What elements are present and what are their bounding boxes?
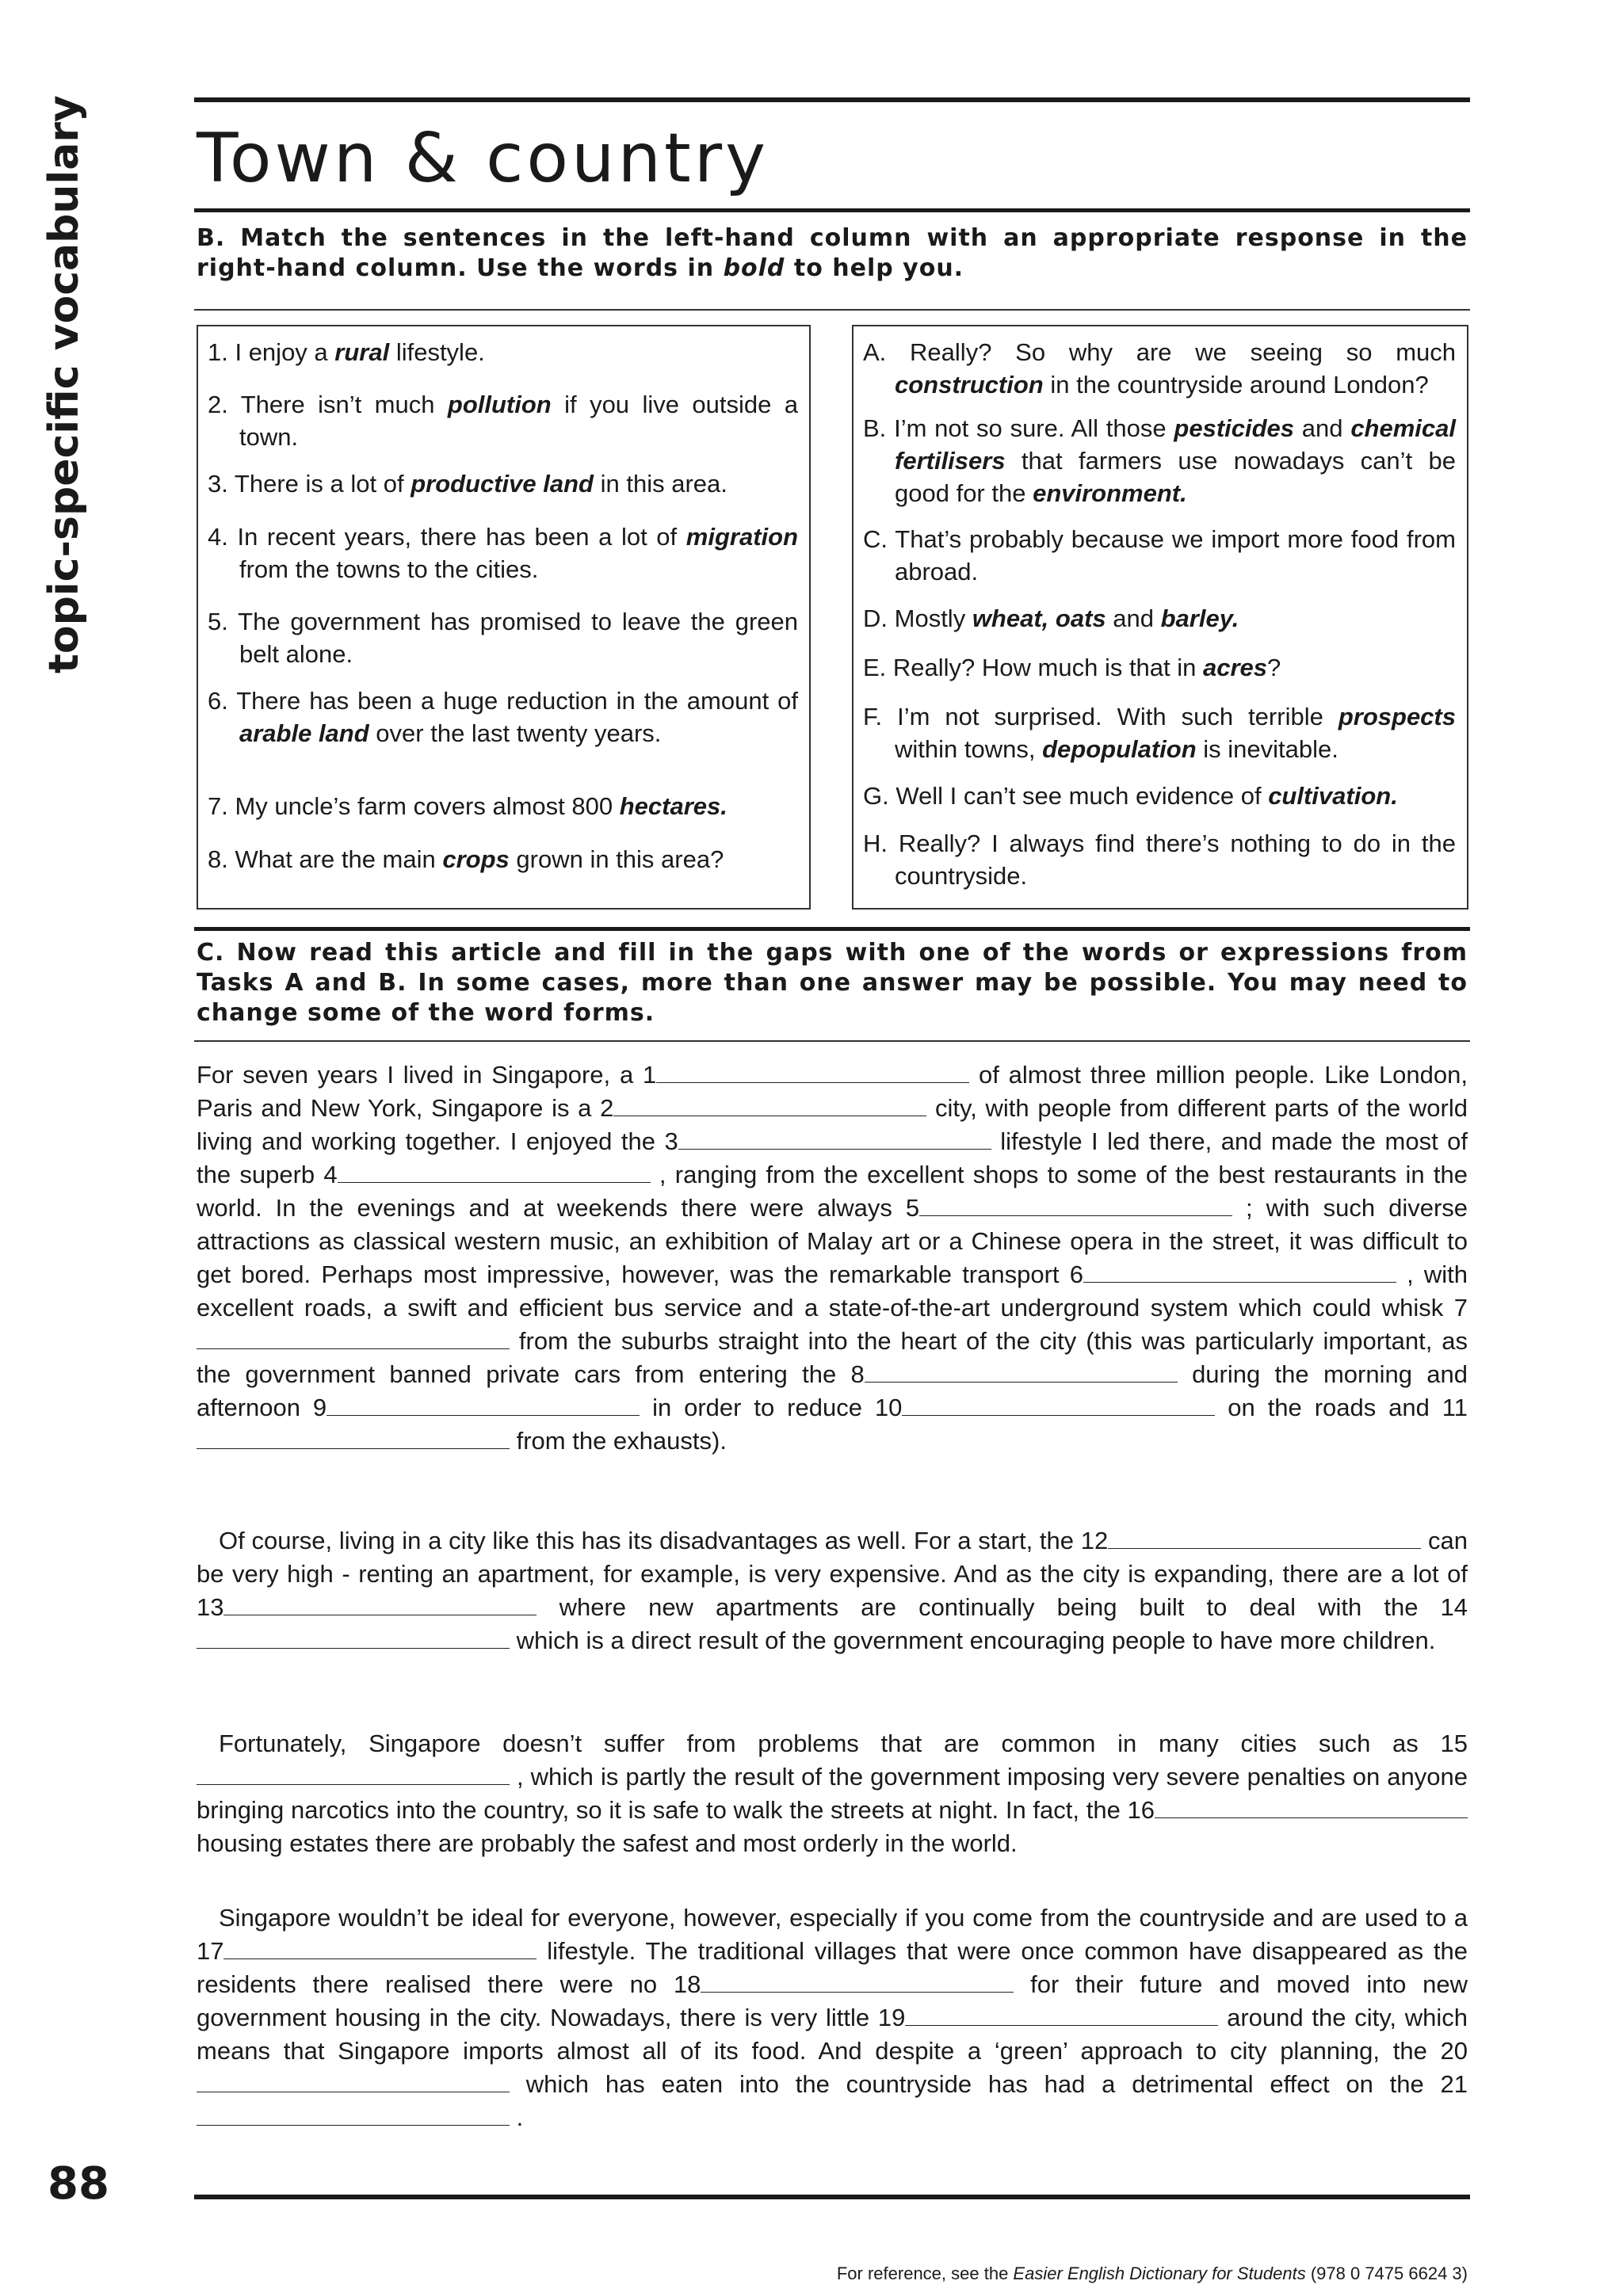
response-text: that farmers use nowadays can’t be good for the xyxy=(895,447,1456,507)
response-keyword: depopulation xyxy=(1042,735,1197,763)
gap-blank-20[interactable] xyxy=(197,2073,510,2092)
article-text: , with excellent roads, a swift and efficient bus service and a state-of-the-art underground system which could whisk 7 xyxy=(197,1261,1468,1322)
response-text: I’m not surprised. With such terrible xyxy=(897,703,1338,730)
article-text: in order to reduce 10 xyxy=(640,1394,903,1421)
response-letter: A. xyxy=(863,338,911,366)
sentence-text: grown in this area? xyxy=(509,845,724,873)
article-paragraph-1 xyxy=(197,1058,1468,1458)
article-text: . xyxy=(510,2103,524,2131)
article-text: city, with people from different parts of the world living and working together. I enjoyed the 3 xyxy=(197,1094,1468,1155)
task-b-instruction: B. Match the sentences in the left-hand column with an appropriate response in the right-hand column. Use the words in bold to help you. xyxy=(197,224,1468,282)
left-sentence-2 xyxy=(198,388,809,453)
response-text: and xyxy=(1294,414,1351,442)
response-text: Mostly xyxy=(894,605,972,632)
sentence-keyword: pollution xyxy=(447,391,552,418)
article-text: around the city, which means that Singapore imports almost all of its food. And despite a ‘green’ approach to city planning, the 20 xyxy=(197,2004,1468,2065)
sentence-text: There isn’t much xyxy=(240,391,448,418)
page-number: 88 xyxy=(48,2158,109,2210)
sentence-keyword: productive land xyxy=(411,470,594,498)
gap-blank-15[interactable] xyxy=(197,1765,510,1785)
sentence-keyword: rural xyxy=(334,338,390,366)
article-text: , which is partly the result of the government imposing very severe penalties on anyone bringing narcotics into the country, so it is safe to walk the streets at night. In fact, the 16 xyxy=(197,1763,1468,1824)
left-sentence-5 xyxy=(198,605,809,670)
response-keyword: cultivation. xyxy=(1268,782,1398,810)
task-b-rule xyxy=(194,309,1470,311)
sentence-keyword: hectares. xyxy=(619,792,727,820)
right-response-d xyxy=(854,602,1467,635)
sentence-text: if you live outside a town. xyxy=(239,391,799,451)
sentence-text: from the towns to the cities. xyxy=(239,555,539,583)
article-text: which is a direct result of the government encouraging people to have more children. xyxy=(510,1627,1436,1654)
article-text: Fortunately, Singapore doesn’t suffer from problems that are common in many cities such as 15 xyxy=(219,1730,1468,1757)
response-text: I’m not so sure. All those xyxy=(894,414,1174,442)
response-keyword: pesticides xyxy=(1174,414,1295,442)
right-column-box xyxy=(852,325,1468,910)
response-letter: E. xyxy=(863,654,893,681)
gap-blank-6[interactable] xyxy=(1083,1263,1396,1283)
response-keyword: acres xyxy=(1203,654,1268,681)
article-text: where new apartments are continually being built to deal with the 14 xyxy=(537,1593,1468,1621)
sentence-text: in this area. xyxy=(594,470,727,498)
page-title: Town & country xyxy=(197,119,769,198)
gap-blank-18[interactable] xyxy=(701,1973,1014,1993)
left-sentence-8 xyxy=(198,843,809,875)
response-keyword: barley. xyxy=(1160,605,1239,632)
left-sentence-4 xyxy=(198,521,809,585)
gap-blank-17[interactable] xyxy=(223,1939,537,1959)
response-letter: B. xyxy=(863,414,895,442)
sentence-number: 3. xyxy=(208,470,235,498)
footer-reference: For reference, see the Easier English Dictionary for Students (978 0 7475 6624 3) xyxy=(836,2264,1468,2283)
sentence-text: The government has promised to leave the green belt alone. xyxy=(238,608,798,668)
gap-blank-12[interactable] xyxy=(1108,1529,1421,1549)
gap-blank-10[interactable] xyxy=(902,1396,1215,1416)
right-response-f xyxy=(854,700,1467,765)
article-text: which has eaten into the countryside has had a detrimental effect on the 21 xyxy=(510,2070,1468,2098)
sentence-keyword: crops xyxy=(442,845,510,873)
sentence-text: I enjoy a xyxy=(235,338,335,366)
task-c-rule xyxy=(194,1040,1470,1042)
response-letter: C. xyxy=(863,525,896,553)
right-response-b xyxy=(854,412,1467,509)
sentence-number: 2. xyxy=(208,391,241,418)
sentence-number: 8. xyxy=(208,845,235,873)
left-sentence-7 xyxy=(198,790,809,822)
top-rule xyxy=(194,97,1470,102)
right-response-g xyxy=(854,780,1467,812)
side-label-topic: topic-specific vocabulary xyxy=(40,95,88,673)
response-text: That’s probably because we import more food from abroad. xyxy=(895,525,1456,585)
gap-blank-1[interactable] xyxy=(656,1063,969,1083)
right-response-c xyxy=(854,523,1467,588)
sentence-number: 6. xyxy=(208,687,237,715)
gap-blank-13[interactable] xyxy=(223,1596,537,1615)
article-text: during the morning and afternoon 9 xyxy=(197,1360,1468,1421)
article-text: lifestyle I led there, and made the most of the superb 4 xyxy=(197,1127,1468,1188)
task-c-instruction: C. Now read this article and fill in the gaps with one of the words or expressions from Tasks A and B. In some cases, more than one answer may be possible. You may need to change some of the word forms. xyxy=(197,939,1468,1027)
gap-blank-4[interactable] xyxy=(338,1163,651,1183)
response-letter: H. xyxy=(863,830,899,857)
gap-blank-11[interactable] xyxy=(197,1429,510,1449)
article-text: on the roads and 11 xyxy=(1215,1394,1468,1421)
response-keyword: construction xyxy=(895,371,1044,399)
sentence-number: 1. xyxy=(208,338,235,366)
sentence-text: lifestyle. xyxy=(389,338,485,366)
response-text: within towns, xyxy=(895,735,1043,763)
gap-blank-9[interactable] xyxy=(327,1396,640,1416)
sentence-text: There has been a huge reduction in the amount of xyxy=(236,687,798,715)
article-text: can be very high - renting an apartment, for example, is very expensive. And as the city is expanding, there are a lot of 13 xyxy=(197,1527,1468,1621)
gap-blank-19[interactable] xyxy=(905,2006,1218,2026)
left-sentence-1 xyxy=(198,336,809,368)
response-keyword: wheat, oats xyxy=(972,605,1106,632)
response-text: ? xyxy=(1267,654,1281,681)
left-column-box xyxy=(197,325,811,910)
response-text: in the countryside around London? xyxy=(1043,371,1429,399)
sentence-text: over the last twenty years. xyxy=(369,719,662,747)
article-text: , ranging from the excellent shops to some of the best restaurants in the world. In the evenings and at weekends there were always 5 xyxy=(197,1161,1468,1222)
left-sentence-6 xyxy=(198,685,809,749)
article-paragraph-3 xyxy=(197,1727,1468,1860)
task-c-top-rule xyxy=(194,927,1470,931)
right-response-e xyxy=(854,651,1467,684)
response-letter: D. xyxy=(863,605,895,632)
sentence-text: There is a lot of xyxy=(234,470,411,498)
article-text: lifestyle. The traditional villages that were once common have disappeared as the residents there realised there were no 18 xyxy=(197,1937,1468,1998)
right-response-h xyxy=(854,827,1467,892)
left-sentence-3 xyxy=(198,467,809,500)
gap-blank-21[interactable] xyxy=(197,2106,510,2126)
response-text: is inevitable. xyxy=(1196,735,1338,763)
gap-blank-14[interactable] xyxy=(197,1629,510,1649)
gap-blank-8[interactable] xyxy=(865,1363,1178,1383)
article-paragraph-4 xyxy=(197,1901,1468,2134)
bottom-rule xyxy=(194,2195,1470,2199)
response-letter: F. xyxy=(863,703,898,730)
title-rule xyxy=(194,208,1470,212)
response-text: and xyxy=(1106,605,1161,632)
article-text: from the exhausts). xyxy=(510,1427,727,1455)
response-text: Really? So why are we seeing so much xyxy=(910,338,1457,366)
response-keyword: environment. xyxy=(1033,479,1187,507)
article-text: For seven years I lived in Singapore, a 1 xyxy=(197,1061,657,1089)
sentence-number: 4. xyxy=(208,523,238,551)
article-text: of almost three million people. Like London, Paris and New York, Singapore is a 2 xyxy=(197,1061,1468,1122)
response-keyword: prospects xyxy=(1338,703,1456,730)
sentence-number: 7. xyxy=(208,792,235,820)
gap-blank-5[interactable] xyxy=(919,1196,1232,1216)
article-paragraph-2 xyxy=(197,1524,1468,1657)
gap-blank-3[interactable] xyxy=(678,1130,991,1150)
sentence-text: In recent years, there has been a lot of xyxy=(237,523,686,551)
sentence-keyword: migration xyxy=(685,523,799,551)
response-text: Really? I always find there’s nothing to do in the countryside. xyxy=(895,830,1456,890)
article-text: for their future and moved into new government housing in the city. Nowadays, there is very little 19 xyxy=(197,1970,1468,2031)
response-letter: G. xyxy=(863,782,896,810)
gap-blank-16[interactable] xyxy=(1155,1798,1468,1818)
sentence-number: 5. xyxy=(208,608,239,635)
sentence-text: What are the main xyxy=(235,845,443,873)
article-text: Singapore wouldn’t be ideal for everyone, however, especially if you come from the countryside and are used to a 17 xyxy=(197,1904,1468,1965)
right-response-a xyxy=(854,336,1467,401)
article-text: housing estates there are probably the safest and most orderly in the world. xyxy=(197,1829,1018,1857)
sentence-keyword: arable land xyxy=(239,719,369,747)
gap-blank-7[interactable] xyxy=(197,1329,510,1349)
gap-blank-2[interactable] xyxy=(613,1097,926,1116)
article-text: from the suburbs straight into the heart of the city (this was particularly important, as the government banned private cars from entering the 8 xyxy=(197,1327,1468,1388)
article-text: ; with such diverse attractions as classical western music, an exhibition of Malay art or a Chinese opera in the street, it was difficult to get bored. Perhaps most impressive, however, was the remarkable transport 6 xyxy=(197,1194,1468,1288)
response-text: Well I can’t see much evidence of xyxy=(896,782,1269,810)
article-text: Of course, living in a city like this has its disadvantages as well. For a start, the 12 xyxy=(219,1527,1109,1554)
sentence-text: My uncle’s farm covers almost 800 xyxy=(235,792,620,820)
response-keyword: chemical fertilisers xyxy=(895,414,1457,475)
response-text: Really? How much is that in xyxy=(892,654,1204,681)
